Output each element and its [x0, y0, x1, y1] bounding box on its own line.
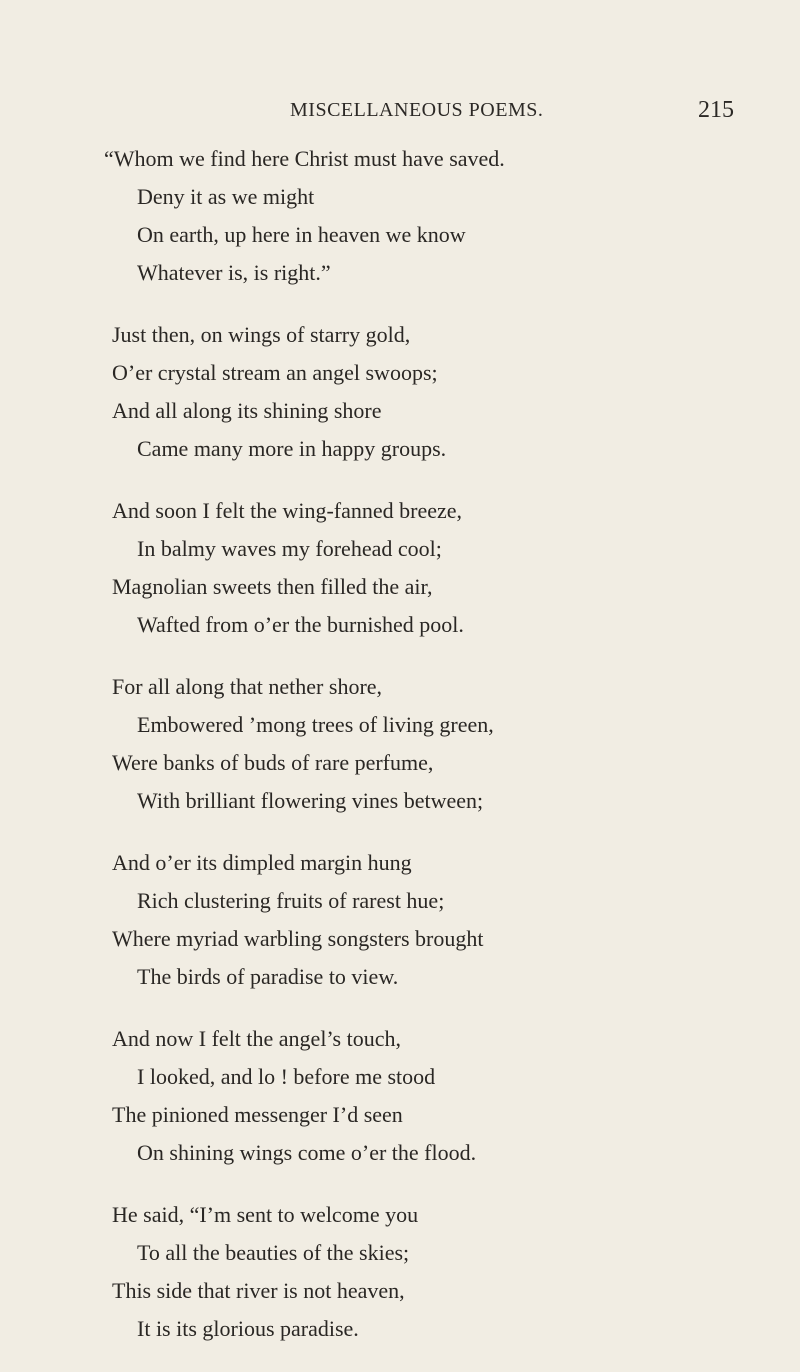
- poem-line: Embowered ’mong trees of living green,: [137, 712, 494, 737]
- running-title: MISCELLANEOUS POEMS.: [290, 99, 544, 121]
- poem-line: In balmy waves my forehead cool;: [137, 536, 442, 561]
- poem-line: Wafted from o’er the burnished pool.: [137, 612, 464, 637]
- stanza-1: [0, 140, 800, 292]
- poem-line: Where myriad warbling songsters brought: [112, 926, 484, 951]
- stanza-4: [0, 668, 800, 820]
- poem-line: He said, “I’m sent to welcome you: [112, 1202, 419, 1227]
- poem-line: O’er crystal stream an angel swoops;: [112, 360, 438, 385]
- stanza-7: [0, 1196, 800, 1348]
- poem-line: The pinioned messenger I’d seen: [112, 1102, 403, 1127]
- poem: [0, 140, 800, 1372]
- poem-line: To all the beauties of the skies;: [137, 1240, 410, 1265]
- poem-line: On earth, up here in heaven we know: [137, 222, 466, 247]
- poem-line: This side that river is not heaven,: [112, 1278, 405, 1303]
- poem-line: And soon I felt the wing-fanned breeze,: [112, 498, 463, 523]
- poem-line: Magnolian sweets then filled the air,: [112, 574, 433, 599]
- poem-line: “Whom we find here Christ must have saved.: [104, 146, 505, 171]
- poem-line: For all along that nether shore,: [112, 674, 383, 699]
- poem-line: And all along its shining shore: [112, 398, 382, 423]
- poem-line: Just then, on wings of starry gold,: [112, 322, 411, 347]
- stanza-2: [0, 316, 800, 468]
- stanza-5: [0, 844, 800, 996]
- poem-line: Came many more in happy groups.: [137, 436, 447, 461]
- poem-line: Were banks of buds of rare perfume,: [112, 750, 434, 775]
- stanza-6: [0, 1020, 800, 1172]
- poem-line: It is its glorious paradise.: [137, 1316, 359, 1341]
- running-head: [0, 97, 800, 129]
- poem-line: Whatever is, is right.”: [137, 260, 331, 285]
- page-number: 215: [698, 97, 734, 123]
- poem-line: And o’er its dimpled margin hung: [112, 850, 412, 875]
- poem-line: The birds of paradise to view.: [137, 964, 399, 989]
- stanza-3: [0, 492, 800, 644]
- poem-line: Deny it as we might: [137, 184, 315, 209]
- poem-line: On shining wings come o’er the flood.: [137, 1140, 477, 1165]
- poem-line: I looked, and lo ! before me stood: [137, 1064, 436, 1089]
- poem-line: With brilliant flowering vines between;: [137, 788, 484, 813]
- poem-line: Rich clustering fruits of rarest hue;: [137, 888, 445, 913]
- poem-line: And now I felt the angel’s touch,: [112, 1026, 401, 1051]
